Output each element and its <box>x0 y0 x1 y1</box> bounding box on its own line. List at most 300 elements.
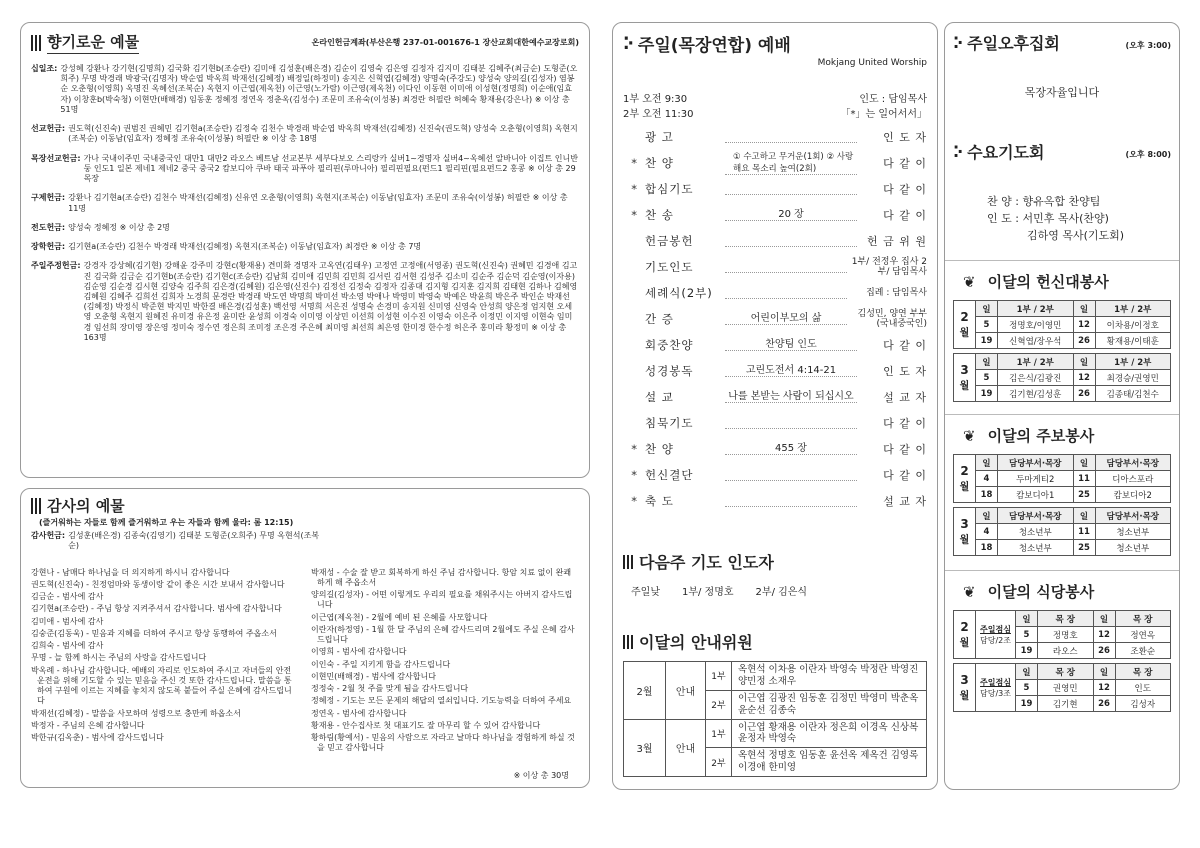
thanks-names: 김성훈(배은경) 김종숙(김영기) 김태분 도형준(오희주) 무명 옥현석(조복순) <box>68 531 320 551</box>
bar-icon <box>623 555 633 569</box>
order-row <box>623 462 927 488</box>
kitchen-header: 목 장 <box>1115 611 1171 627</box>
bulletin-cell: 25 <box>1073 487 1095 503</box>
order-row <box>623 176 927 202</box>
kitchen-header-row <box>1016 611 1171 627</box>
bulletin-cell: 청소년부 <box>1095 540 1171 556</box>
wednesday-title: ⁚· 수요기도회 <box>953 142 1045 162</box>
kitchen-title: ❦ 이달의 식당봉사 <box>963 582 1095 602</box>
order-item: 간 증 <box>645 312 674 326</box>
order-person: 김성민, 양연 부부 (국내중국인) <box>857 308 927 329</box>
kitchen-header: 일 <box>1093 611 1115 627</box>
offering-section-label: 주일주정헌금: <box>31 261 81 271</box>
kitchen-month-block <box>953 610 1171 659</box>
kitchen-row <box>1016 627 1171 643</box>
offering-section <box>31 261 579 343</box>
bulletin-table <box>975 507 1171 556</box>
thanks-panel <box>20 488 590 788</box>
dedication-header: 1부 / 2부 <box>1095 301 1171 317</box>
wednesday-prayer: 김하영 목사(기도회) <box>1027 229 1125 243</box>
kitchen-month-unit: 월 <box>959 691 970 703</box>
offering-section-names: 권도혁(신진숙) 권범진 권혜민 김기현a(조승란) 김정숙 김천수 박경래 박순엽 박옥희 박재선(김혜정) 신진숙(권도혁) 양성숙 오춘형(이영희) 옥현지(조복순) 이동남(임효자) 정혜정 조유숙(이성봉) 허필란 ※ 이상 총 18명 <box>68 124 578 144</box>
order-row <box>623 254 927 280</box>
order-detail <box>725 131 857 143</box>
bar-icon <box>31 498 41 514</box>
kitchen-cell: 26 <box>1093 643 1115 659</box>
usher-row <box>624 662 927 691</box>
usher-names: 옥현석 이차용 이란자 박영숙 박정란 박영진 양민정 소재우 <box>732 662 927 691</box>
stand-note: 「*」는 일어서서」 <box>840 109 927 120</box>
order-item: 찬 양 <box>645 156 674 170</box>
kitchen-duty-lead: 주일점심 <box>980 677 1011 687</box>
order-person: 설 교 자 <box>883 495 927 508</box>
bulletin-cell: 4 <box>976 471 998 487</box>
bulletin-month-block <box>953 454 1171 503</box>
thanks-title: 감사의 예물 <box>31 495 579 516</box>
offering-section-label: 장학헌금: <box>31 242 66 252</box>
usher-role: 안내 <box>666 719 706 777</box>
dedication-cell: 김은식/김광진 <box>998 370 1074 386</box>
offering-section-names: 양성숙 정혜정 ※ 이상 총 2명 <box>68 222 170 232</box>
kitchen-cell: 김기현 <box>1038 696 1094 712</box>
afternoon-text: 목장자율입니다 <box>1024 86 1100 99</box>
kitchen-month-block <box>953 663 1171 712</box>
kitchen-cell: 정명호 <box>1038 627 1094 643</box>
kitchen-header: 목 장 <box>1115 664 1171 680</box>
kitchen-cell: 5 <box>1016 680 1038 696</box>
offering-section-label: 구제헌금: <box>31 193 66 203</box>
dedication-tables <box>953 300 1171 402</box>
kitchen-cell: 김성자 <box>1115 696 1171 712</box>
bulletin-cell: 18 <box>976 540 998 556</box>
kitchen-duty-lead: 주일점심 <box>980 624 1011 634</box>
order-detail: 455 장 <box>725 443 857 455</box>
usher-role: 안내 <box>666 662 706 720</box>
bulletin-cell: 11 <box>1073 471 1095 487</box>
bulletin-month-number: 3 <box>960 517 969 532</box>
leaf-icon: ❦ <box>963 272 976 291</box>
bar-icon <box>31 35 41 51</box>
order-detail: 고린도전서 4:14-21 <box>725 365 857 377</box>
thanks-verse: (즐거워하는 자들로 함께 즐거워하고 우는 자들과 함께 울라: 롬 12:15) <box>39 518 294 527</box>
thanks-entry: 강현나 - 남매다 하나님을 더 의지하게 하시니 감사합니다 <box>31 567 230 577</box>
order-detail: 찬양팀 인도 <box>725 339 857 351</box>
order-detail <box>725 417 857 429</box>
dedication-cell: 최경승/권영민 <box>1095 370 1171 386</box>
order-row <box>623 488 927 514</box>
bulletin-cell: 18 <box>976 487 998 503</box>
order-row <box>623 202 927 228</box>
thanks-entry: 정혜정 - 기도는 모든 문제의 해답의 열쇠입니다. 기도능력을 더하여 주세요 <box>311 696 572 706</box>
dedication-cell: 5 <box>976 370 998 386</box>
offering-section <box>31 64 579 115</box>
order-person: 다 같 이 <box>883 183 927 196</box>
offering-section-label: 십일조: <box>31 64 58 73</box>
dedication-header: 일 <box>976 354 998 370</box>
thanks-entry: 박옥례 - 하나님 감사합니다. 예배의 자리로 인도하여 주시고 자녀들의 안전운전을 위해 기도할 수 있는 믿음을 주신 것 또한 감사드립니다. 말씀을 통하여 구원에 이르는 지혜를 놓치지 않도록 붙들어 주실 은혜에 감사드립니다 <box>31 665 292 706</box>
dedication-month-unit: 월 <box>959 381 970 393</box>
service-time-2: 2부 오전 11:30 <box>623 109 694 120</box>
bulletin-month-unit: 월 <box>959 535 970 547</box>
kitchen-month-number: 2 <box>960 620 969 635</box>
bulletin-cell: 캄보디아1 <box>998 487 1074 503</box>
order-person: 다 같 이 <box>883 443 927 456</box>
order-row <box>623 124 927 150</box>
bulletin-month-block <box>953 507 1171 556</box>
kitchen-cell: 19 <box>1016 696 1038 712</box>
worship-panel <box>612 22 938 790</box>
order-detail <box>725 469 857 481</box>
kitchen-header: 일 <box>1016 611 1038 627</box>
order-row <box>623 280 927 306</box>
dedication-table <box>975 353 1171 402</box>
kitchen-cell: 인도 <box>1115 680 1171 696</box>
afternoon-time: (오후 3:00) <box>1125 41 1171 50</box>
thanks-entry: 권도혁(신진숙) - 친정엄마와 동생이랑 같이 좋은 시간 보내서 감사합니다 <box>31 579 285 589</box>
dedication-header-row <box>976 301 1171 317</box>
offering-section-names: 강환나 김기현a(조승란) 김천수 박재선(김혜정) 신유연 오춘형(이영희) 옥현지(조복순) 이동남(임효자) 조문미 조유숙(이성봉) 허필란 ※ 이상 총 11명 <box>68 193 568 213</box>
bulletin-cell: 청소년부 <box>998 524 1074 540</box>
order-row <box>623 228 927 254</box>
dedication-cell: 이차용/이정호 <box>1095 317 1171 333</box>
bulletin-month <box>953 507 975 556</box>
order-person: 다 같 이 <box>883 417 927 430</box>
offering-section <box>31 223 579 233</box>
thanks-entry: 김금순 - 범사에 감사 <box>31 592 104 602</box>
order-row <box>623 384 927 410</box>
order-person: 다 같 이 <box>883 469 927 482</box>
kitchen-cell: 정연옥 <box>1115 627 1171 643</box>
dots-icon: ⁚· <box>623 33 632 54</box>
dedication-cell: 김종태/김천수 <box>1095 386 1171 402</box>
order-person: 다 같 이 <box>883 157 927 170</box>
kitchen-table <box>1015 663 1171 712</box>
thanks-entry: 이근엽(제옥천) - 2월에 예비 된 은혜를 사모합니다 <box>311 612 488 622</box>
offering-section <box>31 124 579 144</box>
bar-icon <box>623 635 633 649</box>
offering-section <box>31 242 579 252</box>
kitchen-header: 목 장 <box>1038 611 1094 627</box>
dedication-header: 1부 / 2부 <box>1095 354 1171 370</box>
thanks-entry: 김희숙 - 범사에 감사 <box>31 641 104 651</box>
leaf-icon: ❦ <box>963 426 976 445</box>
bulletin-header: 담당부서·목장 <box>998 508 1074 524</box>
usher-part: 1부 <box>706 719 732 748</box>
dedication-month <box>953 353 975 402</box>
dedication-month-block <box>953 353 1171 402</box>
thanks-entry: 김기현a(조승란) - 주님 항상 지켜주셔서 감사합니다. 범사에 감사합니다 <box>31 604 282 614</box>
bulletin-row <box>976 487 1171 503</box>
dedication-cell: 신혁엽/장우석 <box>998 333 1074 349</box>
dedication-row <box>976 333 1171 349</box>
thanks-entry: 무명 - 늘 함께 하시는 주님의 사랑을 감사드립니다 <box>31 653 207 663</box>
thanks-entry: 이인숙 - 주일 지키게 함을 감사드립니다 <box>311 659 451 669</box>
offering-section-names: 김기현a(조승란) 김천수 박경래 박재선(김혜정) 옥현지(조복순) 이동남(임효자) 최경란 ※ 이상 총 7명 <box>68 242 422 252</box>
order-detail <box>725 287 847 299</box>
kitchen-cell: 권영민 <box>1038 680 1094 696</box>
next-week-p1: 1부/ 정명호 <box>681 587 734 598</box>
dedication-row <box>976 317 1171 333</box>
order-person: 집례 : 담임목사 <box>866 287 927 298</box>
stand-mark: * <box>631 208 637 222</box>
stand-mark: * <box>631 468 637 482</box>
thanks-entry: 황하림(황예서) - 믿음의 사람으로 자라고 날마다 하나님을 경험하게 하실 것을 믿고 감사합니다 <box>311 732 575 753</box>
order-person: 인 도 자 <box>883 131 927 144</box>
kitchen-duty-group: 담당/2조 <box>980 635 1011 645</box>
usher-names: 옥현석 정명호 임동훈 윤선옥 제옥건 김영록 이경애 한미영 <box>732 748 927 777</box>
next-week-row <box>631 583 927 598</box>
kitchen-tables <box>953 610 1171 712</box>
thanks-entry: 이영희 - 범사에 감사합니다 <box>311 647 407 657</box>
thanks-entry: 박재성 - 수술 잘 받고 회복하게 하신 주님 감사합니다. 항암 치료 없이 완쾌하게 해 주옵소서 <box>311 567 572 587</box>
dots-icon: ⁚· <box>953 142 962 161</box>
bulletin-table <box>975 454 1171 503</box>
bulletin-header: 담당부서·목장 <box>998 455 1074 471</box>
usher-table <box>623 661 927 777</box>
kitchen-cell: 5 <box>1016 627 1038 643</box>
order-item: 찬 송 <box>645 208 674 222</box>
thanks-entry: 박한규(김옥춘) - 범사에 감사드립니다 <box>31 732 164 742</box>
bulletin-cell: 디아스포라 <box>1095 471 1171 487</box>
kitchen-header-row <box>1016 664 1171 680</box>
kitchen-header: 일 <box>1016 664 1038 680</box>
bulletin-cell: 캄보디아2 <box>1095 487 1171 503</box>
order-item: 광 고 <box>645 130 674 144</box>
next-week-title: 다음주 기도 인도자 <box>623 550 927 573</box>
order-item: 회중찬양 <box>645 338 694 352</box>
dedication-header: 1부 / 2부 <box>998 301 1074 317</box>
kitchen-row <box>1016 643 1171 659</box>
dedication-cell: 정명호/이영민 <box>998 317 1074 333</box>
kitchen-cell: 12 <box>1093 680 1115 696</box>
bulletin-tables <box>953 454 1171 556</box>
thanks-entry: 정정숙 - 2월 첫 주를 맞게 됨을 감사드립니다 <box>311 684 469 694</box>
dots-icon: ⁚· <box>953 33 962 52</box>
wednesday-time: (오후 8:00) <box>1125 150 1171 159</box>
bulletin-cell: 25 <box>1073 540 1095 556</box>
thanks-entry: 이현민(배해경) - 범사에 감사합니다 <box>311 671 436 681</box>
dedication-cell: 26 <box>1073 386 1095 402</box>
kitchen-table <box>1015 610 1171 659</box>
order-detail <box>725 235 857 247</box>
order-item: 세례식(2부) <box>645 286 713 300</box>
offering-section <box>31 193 579 213</box>
kitchen-month-unit: 월 <box>959 638 970 650</box>
order-of-service <box>623 124 927 514</box>
bulletin-header-row <box>976 455 1171 471</box>
kitchen-row <box>1016 696 1171 712</box>
usher-part: 2부 <box>706 748 732 777</box>
usher-part: 2부 <box>706 690 732 719</box>
stand-mark: * <box>631 442 637 456</box>
order-detail <box>725 261 847 273</box>
dedication-table <box>975 300 1171 349</box>
bulletin-row <box>976 540 1171 556</box>
offering-section-names: 가나 국내이주민 국내중국인 대만1 대만2 라오스 베트남 선교본부 세부다보오 스리랑카 실버1~경명자 실버4~옥혜선 알바니아 이집트 인니반둥 인도1 일본 제네1 제네2 중국 중국2 캄보디아 쿠바 태국 파푸아 필리핀(루마니아) 필리핀필요(펀드1 필리핀(필요펀드2 홍콩 ※ 이상 총 29목장 <box>83 153 578 184</box>
usher-row <box>624 719 927 748</box>
order-detail: 어린이부모의 삶 <box>725 313 847 325</box>
thanks-entry: 황재용 - 안수집사로 첫 대표기도 잘 마무리 할 수 있어 감사합니다 <box>311 720 541 730</box>
order-person: 설 교 자 <box>883 391 927 404</box>
bulletin-month <box>953 454 975 503</box>
bulletin-cell: 4 <box>976 524 998 540</box>
offering-section-label: 선교헌금: <box>31 124 66 134</box>
usher-section <box>623 630 927 777</box>
dedication-month <box>953 300 975 349</box>
thanks-offering-row <box>31 531 579 551</box>
kitchen-cell: 26 <box>1093 696 1115 712</box>
order-item: 헌신결단 <box>645 468 694 482</box>
stand-mark: * <box>631 494 637 508</box>
order-person: 인 도 자 <box>883 365 927 378</box>
bulletin-header-row <box>976 508 1171 524</box>
dedication-cell: 19 <box>976 333 998 349</box>
thanks-entry: 박재선(김혜정) - 말씀을 사모하며 성령으로 충만케 하옵소서 <box>31 708 241 718</box>
thanks-entry: 양의길(김성자) - 어떤 이렇게도 우리의 필요를 채워주시는 아버지 감사드립니다 <box>311 590 573 610</box>
order-item: 성경봉독 <box>645 364 694 378</box>
bank-account: 온라인헌금계좌(부산은행 237-01-001676-1 장산교회대한예수교장로회) <box>311 38 579 47</box>
wednesday-info <box>987 193 1171 244</box>
kitchen-duty <box>975 610 1015 659</box>
worship-title: ⁚· 주일(목장연합) 예배 <box>623 33 791 56</box>
bulletin-month-number: 2 <box>960 464 969 479</box>
order-row <box>623 358 927 384</box>
order-person: 헌 금 위 원 <box>867 235 927 248</box>
thanks-count: ※ 이상 총 30명 <box>513 770 569 780</box>
order-person: 1부/ 전정우 집사 2부/ 담임목사 <box>851 256 927 277</box>
kitchen-duty-group: 담당/3조 <box>980 688 1011 698</box>
order-row <box>623 150 927 176</box>
stand-mark: * <box>631 156 637 170</box>
right-panel <box>944 22 1180 790</box>
dedication-header: 일 <box>1073 354 1095 370</box>
dedication-month-number: 3 <box>960 363 969 378</box>
dedication-month-number: 2 <box>960 310 969 325</box>
dedication-cell: 12 <box>1073 317 1095 333</box>
bulletin-header: 일 <box>976 508 998 524</box>
order-item: 축 도 <box>645 494 674 508</box>
dedication-row <box>976 370 1171 386</box>
dedication-cell: 황재용/이태훈 <box>1095 333 1171 349</box>
leaf-icon: ❦ <box>963 582 976 601</box>
next-week-label: 주일낮 <box>631 587 660 598</box>
order-detail: ① 수고하고 무거운(1회) ② 사랑해요 목소리 높여(2회) <box>725 151 857 175</box>
dedication-row <box>976 386 1171 402</box>
kitchen-row <box>1016 680 1171 696</box>
order-person: 다 같 이 <box>883 339 927 352</box>
kitchen-cell: 19 <box>1016 643 1038 659</box>
thanks-entry: 이란자(하정영) - 1월 한 달 주님의 은혜 감사드리며 2월에도 주실 은혜 감사드립니다 <box>311 624 575 645</box>
bulletin-header: 일 <box>976 455 998 471</box>
usher-names: 이근엽 황재용 이란자 정은희 이경옥 신상복 윤정자 박영숙 <box>732 719 927 748</box>
order-item: 헌금봉헌 <box>645 234 694 248</box>
bulletin-cell: 청소년부 <box>1095 524 1171 540</box>
bulletin-cell: 두마게티2 <box>998 471 1074 487</box>
order-row <box>623 306 927 332</box>
order-row <box>623 436 927 462</box>
thanks-entry: 박정자 - 주님의 은혜 감사합니다 <box>31 720 145 730</box>
dedication-header: 1부 / 2부 <box>998 354 1074 370</box>
offering-section <box>31 154 579 185</box>
order-row <box>623 410 927 436</box>
usher-month: 3월 <box>624 719 666 777</box>
order-person: 다 같 이 <box>883 209 927 222</box>
dedication-month-block <box>953 300 1171 349</box>
order-item: 찬 양 <box>645 442 674 456</box>
order-row <box>623 332 927 358</box>
wednesday-leader: 인 도 : 서민후 목사(찬양) <box>987 212 1109 226</box>
offering-section-label: 목장선교헌금: <box>31 153 81 163</box>
order-detail <box>725 183 857 195</box>
offering-panel <box>20 22 590 478</box>
offering-section-names: 강성혜 강환나 강기현(김명희) 김국화 김기현b(조승란) 김미애 김성훈(배은경) 김순이 김영숙 김은영 김정자 김지미 김태분 김혜주(최금순) 도형준(오희주) 무명 박경래 박광국(김명자) 박순엽 박옥희 박재선(김혜정) 배정일(하정미) 송지은 신혁엽(김혜경) 양명숙(주강도) 양성숙 양의길(김성자) 염봉순 오춘형(이영희) 옥명진 옥혜선(조복순) 옥현지 이근엽(제옥천) 이근영(노가람) 이근영(제옥천) 이다인 이동현 이미애 이성현(정명희) 이순애(임효자) 이창훈b(박숙청) 이현만(배해경) 임동훈 정혜정 정연옥 정춘옥(김성수) 조문미 조유숙(이성봉) 최경란 허필란 허혜숙 황재용(강은나) ※ 이상 총 51명 <box>60 64 578 114</box>
dedication-cell: 5 <box>976 317 998 333</box>
service-time-1: 1부 오전 9:30 <box>623 94 688 105</box>
kitchen-month <box>953 610 975 659</box>
bulletin-header: 일 <box>1073 455 1095 471</box>
next-week-section <box>623 550 927 598</box>
order-item: 기도인도 <box>645 260 694 274</box>
thanks-entry: 정연옥 - 범사에 감사합니다 <box>311 708 407 718</box>
dedication-header-row <box>976 354 1171 370</box>
kitchen-header: 목 장 <box>1038 664 1094 680</box>
offering-sections <box>31 64 579 343</box>
kitchen-duty <box>975 663 1015 712</box>
order-detail: 나를 본받는 사람이 되십시오 <box>725 391 857 403</box>
kitchen-cell: 12 <box>1093 627 1115 643</box>
bulletin-row <box>976 471 1171 487</box>
kitchen-month <box>953 663 975 712</box>
kitchen-header: 일 <box>1093 664 1115 680</box>
order-detail: 20 장 <box>725 209 857 221</box>
dedication-cell: 김기현/김성훈 <box>998 386 1074 402</box>
next-week-p2: 2부/ 김은식 <box>755 587 808 598</box>
afternoon-title: ⁚· 주일오후집회 <box>953 33 1060 53</box>
worship-subtitle: Mokjang United Worship <box>817 58 927 68</box>
order-item: 합심기도 <box>645 182 694 196</box>
lead-label: 인도 : 담임목사 <box>859 94 927 105</box>
thanks-left-list <box>31 568 297 756</box>
usher-part: 1부 <box>706 662 732 691</box>
order-item: 설 교 <box>645 390 674 404</box>
dedication-header: 일 <box>1073 301 1095 317</box>
wednesday-praise: 찬 양 : 향유옥합 찬양팀 <box>987 195 1101 208</box>
bulletin-row <box>976 524 1171 540</box>
bulletin-header: 일 <box>1073 508 1095 524</box>
offering-title: 향기로운 예물 <box>31 31 139 54</box>
order-detail <box>725 495 857 507</box>
dedication-title: ❦ 이달의 헌신대봉사 <box>963 272 1109 292</box>
usher-title: 이달의 안내위원 <box>623 630 927 653</box>
bulletin-month-unit: 월 <box>959 482 970 494</box>
bulletin-header: 담당부서·목장 <box>1095 508 1171 524</box>
thanks-entry: 김미애 - 범사에 감사 <box>31 616 104 626</box>
offering-section-label: 전도헌금: <box>31 222 66 232</box>
dedication-header: 일 <box>976 301 998 317</box>
kitchen-cell: 조환순 <box>1115 643 1171 659</box>
usher-month: 2월 <box>624 662 666 720</box>
dedication-cell: 12 <box>1073 370 1095 386</box>
thanks-label: 감사헌금: <box>31 531 66 541</box>
usher-names: 이근엽 김광진 임동훈 김정민 박영미 박춘옥 윤순선 김종숙 <box>732 690 927 719</box>
order-item: 침묵기도 <box>645 416 694 430</box>
dedication-cell: 26 <box>1073 333 1095 349</box>
thanks-right-list <box>311 568 575 756</box>
bulletin-title: ❦ 이달의 주보봉사 <box>963 426 1095 446</box>
thanks-entry: 김숭준(김동욱) - 믿음과 지혜를 더하여 주시고 항상 동행하여 주옵소서 <box>31 628 277 638</box>
stand-mark: * <box>631 182 637 196</box>
offering-section-names: 강경자 강상혜(김기현) 강해윤 강주미 강현c(황재용) 견미화 경명자 고옥연(김태우) 고정연 고정애(서영종) 권도혁(신진숙) 권혜민 김경애 김고진 김국화 김금순 김기현b(조승란) 김기현c(조승란) 김남희 김미애 김민희 김민희 김서린 김서현 김성주 김소미 김순주 김순덕 김순영(이자용) 김순영 김순경 김시현 김양숙 김주희 김은경(김혜원) 김은영(신진수) 김정선 김정숙 김정자 김종대 김지형 김지훈 김지희 김태현 김하나 김혜영 김혜원 김혜주 김희선 김희자 노경희 문경란 박경래 박도연 박명희 박미선 박소영 박애나 박영미 박영숙 박예은 박윤희 박은주 박인순 박재선(김혜정) 박정식 박준현 박지민 박한결 배은경(김성훈) 백선영 서명희 서은진 성명숙 손경미 송지원 신미영 신영숙 안성희 양은정 엄지현 오세영 오춘형 옥현지 원혜진 유미경 유은정 윤미란 윤성희 이경숙 이미영 이상민 이선희 이성현 이수진 이영숙 이은주 이정민 이지영 이현숙 임미경 임선희 장미영 장은영 정미숙 정수연 정은희 조미정 조은경 주은혜 최미영 최선희 최은영 한미경 한수정 허은주 홍미라 황정미 ※ 이상 총 163명 <box>83 261 578 342</box>
